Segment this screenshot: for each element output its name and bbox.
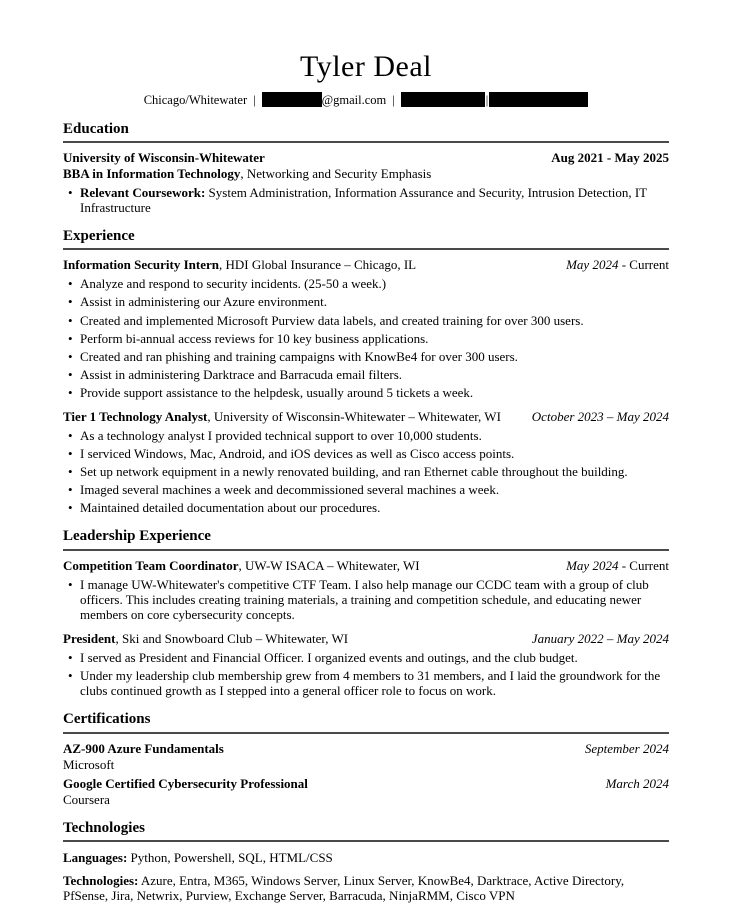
list-item: • Created and ran phishing and training campaigns with KnowBe4 for over 300 users.	[80, 349, 669, 364]
job-date-end: - Current	[618, 257, 669, 273]
page-title: Tyler Deal	[299, 50, 432, 83]
job-org: , UW-W ISACA – Whitewater, WI	[238, 557, 420, 573]
technologies-line	[63, 873, 669, 903]
job-date-range: October 2023 – May 2024	[531, 408, 669, 424]
job-bullets	[63, 428, 669, 515]
education-heading: Education	[63, 121, 669, 143]
certification-name: Google Certified Cybersecurity Professional	[63, 775, 308, 791]
job-entry	[63, 409, 669, 515]
education-dates: Aug 2021 - May 2025	[551, 149, 669, 165]
job-title: Information Security Intern	[63, 257, 219, 273]
job-bullets	[63, 650, 669, 698]
coursework-text: System Administration, Information Assurance and Security, Intrusion Detection, IT Infrastructure	[80, 184, 647, 215]
job-date-end: - Current	[618, 557, 669, 573]
job-date-range: January 2022 – May 2024	[531, 630, 669, 646]
leadership-heading: Leadership Experience	[63, 528, 669, 550]
job-title: Competition Team Coordinator	[63, 557, 239, 573]
job-dates	[556, 257, 669, 272]
contact-separator: |	[253, 93, 256, 107]
job-bullets	[63, 276, 669, 400]
languages-label: Languages:	[63, 850, 128, 866]
section-experience	[63, 228, 669, 515]
certifications-heading: Certifications	[63, 711, 669, 733]
certification-date: September 2024	[584, 740, 669, 756]
job-entry-header	[63, 558, 669, 573]
job-title-line	[63, 409, 522, 424]
certification-issuer: Microsoft	[63, 756, 115, 772]
job-entry	[63, 631, 669, 698]
education-degree: BBA in Information Technology	[63, 165, 241, 181]
job-title-line	[63, 558, 556, 573]
education-institution: University of Wisconsin-Whitewater	[63, 149, 265, 165]
certification-header	[63, 776, 669, 791]
contact-email-domain: @gmail.com	[321, 93, 387, 107]
list-item: • Analyze and respond to security incidents. (25-50 a week.)	[80, 276, 669, 291]
languages-line	[63, 850, 669, 865]
list-item: • Maintained detailed documentation about our procedures.	[80, 500, 669, 515]
list-item: • I served as President and Financial Officer. I organized events and outings, and the club budget.	[80, 650, 669, 665]
job-dates	[522, 631, 669, 646]
contact-separator: |	[392, 93, 395, 107]
list-item: • Imaged several machines a week and decommissioned several machines a week.	[80, 482, 669, 497]
job-title-line	[63, 631, 522, 646]
list-item: • Perform bi-annual access reviews for 10 key business applications.	[80, 331, 669, 346]
list-item: • I serviced Windows, Mac, Android, and iOS devices as well as Cisco access points.	[80, 446, 669, 461]
job-date-start: May 2024	[566, 557, 619, 573]
section-education	[63, 121, 669, 216]
certification-name: AZ-900 Azure Fundamentals	[63, 740, 224, 756]
job-dates	[556, 558, 669, 573]
section-leadership	[63, 528, 669, 698]
list-item: • Assist in administering Darktrace and Barracuda email filters.	[80, 367, 669, 382]
list-item: • I manage UW-Whitewater's competitive CTF Team. I also help manage our CCDC team with a group of club officers. This includes creating training materials, a training and competition schedule, and educating newer members on core cybersecurity concepts.	[80, 577, 669, 622]
job-entry-header	[63, 409, 669, 424]
contact-location: Chicago/Whitewater	[143, 93, 248, 107]
languages-list: Python, Powershell, SQL, HTML/CSS	[127, 850, 333, 866]
redacted-link	[489, 92, 588, 107]
list-item: • Created and implemented Microsoft Purview data labels, and created training for over 300 users.	[80, 313, 669, 328]
certification-date: March 2024	[605, 775, 669, 791]
list-item	[80, 185, 669, 215]
list-item: • Set up network equipment in a newly renovated building, and ran Ethernet cable throughout the building.	[80, 464, 669, 479]
list-item: • Assist in administering our Azure environment.	[80, 294, 669, 309]
job-date-start: May 2024	[566, 257, 619, 273]
job-title: President	[63, 630, 116, 646]
education-degree-detail: , Networking and Security Emphasis	[240, 165, 432, 181]
job-entry-header	[63, 631, 669, 646]
job-org: , Ski and Snowboard Club – Whitewater, WI	[115, 630, 349, 646]
certification-issuer: Coursera	[63, 791, 110, 807]
job-dates	[522, 409, 669, 424]
education-degree-line	[63, 166, 669, 181]
section-technologies	[63, 820, 669, 903]
education-entry-header	[63, 150, 669, 165]
job-bullets	[63, 577, 669, 622]
technologies-label: Technologies:	[63, 873, 139, 889]
job-org: , HDI Global Insurance – Chicago, IL	[219, 257, 417, 273]
technologies-list: Azure, Entra, M365, Windows Server, Linux Server, KnowBe4, Darktrace, Active Directory, PfSense, Jira, Netwrix, Purview, Exchange Server, Barracuda, NinjaRMM, Cisco VPN	[63, 873, 625, 903]
job-entry	[63, 257, 669, 400]
job-title: Tier 1 Technology Analyst	[63, 408, 208, 424]
coursework-label: Relevant Coursework:	[80, 184, 206, 200]
certification-header	[63, 741, 669, 756]
experience-heading: Experience	[63, 228, 669, 250]
list-item: • As a technology analyst I provided technical support to over 10,000 students.	[80, 428, 669, 443]
contact-line	[63, 92, 669, 108]
job-org: , University of Wisconsin-Whitewater – Whitewater, WI	[207, 408, 501, 424]
education-entry	[63, 150, 669, 215]
certification-entry	[63, 741, 669, 807]
technologies-heading: Technologies	[63, 820, 669, 842]
job-title-line	[63, 257, 556, 272]
job-entry-header	[63, 257, 669, 272]
contact-separator: |	[485, 93, 489, 107]
redacted-phone	[401, 92, 485, 107]
section-certifications	[63, 711, 669, 807]
job-entry	[63, 558, 669, 622]
education-bullets	[63, 185, 669, 215]
redacted-email-user	[262, 92, 322, 107]
list-item: • Provide support assistance to the helpdesk, usually around 5 tickets a week.	[80, 385, 669, 400]
list-item: • Under my leadership club membership grew from 4 members to 31 members, and I laid the groundwork for the clubs continued growth as I stepped into a general officer role to focus on work.	[80, 668, 669, 698]
